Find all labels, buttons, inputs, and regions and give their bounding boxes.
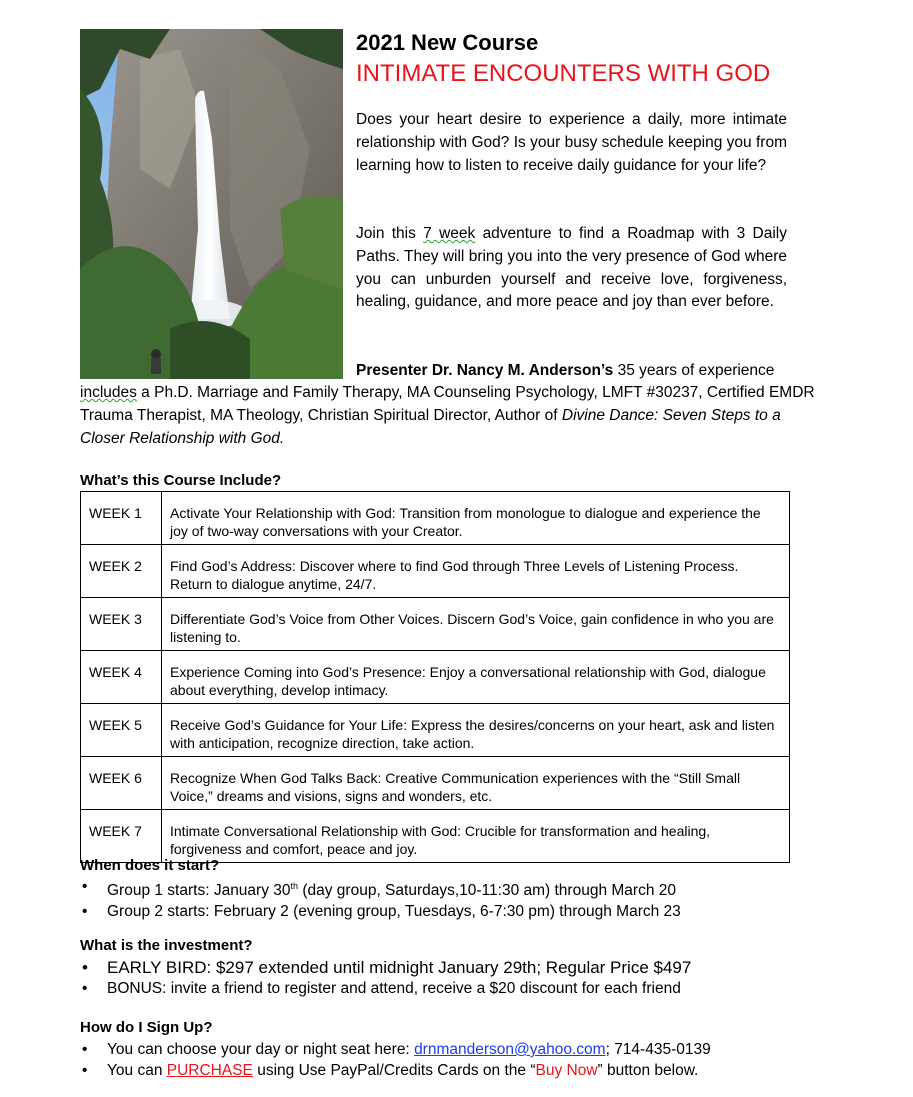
start-heading: When does it start? <box>80 857 220 874</box>
presenter-name: Presenter Dr. Nancy M. Anderson’s <box>356 362 614 379</box>
table-row <box>81 545 790 598</box>
adventure-paragraph: Join this 7 week adventure to find a Roadmap with 3 Daily Paths. They will bring you into the very presence of God where you can unburden yourself and receive love, forgiveness, healing, guidance, and more peace and joy than ever before. <box>356 225 787 311</box>
waterfall-photo <box>80 29 343 379</box>
course-name-title: INTIMATE ENCOUNTERS WITH GOD <box>356 60 771 87</box>
start-list <box>80 876 681 922</box>
list-item: • Group 2 starts: February 2 (evening group, Tuesdays, 6-7:30 pm) through March 23 <box>80 901 681 922</box>
presenter-line: Presenter Dr. Nancy M. Anderson’s 35 years of experience <box>356 362 775 379</box>
table-row <box>81 598 790 651</box>
week-label: WEEK 1 <box>81 492 162 545</box>
list-item: • EARLY BIRD: $297 extended until midnight January 29th; Regular Price $497 <box>80 957 691 978</box>
table-row <box>81 704 790 757</box>
list-item: • You can PURCHASE using Use PayPal/Credits Cards on the “Buy Now” button below. <box>80 1060 711 1081</box>
week-description: Receive God’s Guidance for Your Life: Express the desires/concerns on your heart, ask and listen with anticipation, recognize direction, take action. <box>162 704 790 757</box>
course-year-title: 2021 New Course <box>356 30 539 55</box>
week-label: WEEK 4 <box>81 651 162 704</box>
week-description: Activate Your Relationship with God: Transition from monologue to dialogue and experience the joy of two-way conversations with your Creator. <box>162 492 790 545</box>
week-label: WEEK 6 <box>81 757 162 810</box>
week-label: WEEK 5 <box>81 704 162 757</box>
week-label: WEEK 3 <box>81 598 162 651</box>
week-description: Recognize When God Talks Back: Creative Communication experiences with the “Still Small Voice,” dreams and visions, signs and wonders, etc. <box>162 757 790 810</box>
purchase-link[interactable]: PURCHASE <box>166 1062 253 1079</box>
week-description: Find God’s Address: Discover where to find God through Three Levels of Listening Process. Return to dialogue anytime, 24/7. <box>162 545 790 598</box>
seven-week-text: 7 week <box>423 225 476 242</box>
intro-paragraph: Does your heart desire to experience a daily, more intimate relationship with God? Is your busy schedule keeping you from learning how to listen to receive daily guidance for your life? <box>356 111 787 174</box>
book-title: Divine Dance: Seven Steps to a Closer Relationship with God. <box>80 406 781 447</box>
presenter-credentials: includes a Ph.D. Marriage and Family Therapy, MA Counseling Psychology, LMFT #30237, Certified EMDR Trauma Therapist, MA Theology, Christian Spiritual Director, Author of Divine Dance: Seven Steps to a Closer Relationship with God. <box>80 384 815 447</box>
week-description: Intimate Conversational Relationship with God: Crucible for transformation and healing, forgiveness and comfort, peace and joy. <box>162 810 790 863</box>
email-link[interactable]: drnmanderson@yahoo.com <box>414 1041 606 1058</box>
table-row <box>81 492 790 545</box>
signup-heading: How do I Sign Up? <box>80 1019 213 1036</box>
week-label: WEEK 2 <box>81 545 162 598</box>
week-description: Differentiate God’s Voice from Other Voices. Discern God’s Voice, gain confidence in who you are listening to. <box>162 598 790 651</box>
table-row <box>81 651 790 704</box>
list-item: • BONUS: invite a friend to register and attend, receive a $20 discount for each friend <box>80 978 691 999</box>
investment-heading: What is the investment? <box>80 937 253 954</box>
table-row <box>81 810 790 863</box>
list-item: • You can choose your day or night seat here: drnmanderson@yahoo.com; 714-435-0139 <box>80 1039 711 1060</box>
table-row <box>81 757 790 810</box>
buy-now-text: Buy Now <box>535 1062 598 1079</box>
list-item: • Group 1 starts: January 30th (day group, Saturdays,10-11:30 am) through March 20 <box>80 876 681 901</box>
week-description: Experience Coming into God’s Presence: Enjoy a conversational relationship with God, dialogue about everything, develop intimacy. <box>162 651 790 704</box>
signup-list <box>80 1039 711 1081</box>
course-include-heading: What’s this Course Include? <box>80 472 282 489</box>
investment-list <box>80 957 691 999</box>
weeks-table <box>80 491 790 863</box>
week-label: WEEK 7 <box>81 810 162 863</box>
